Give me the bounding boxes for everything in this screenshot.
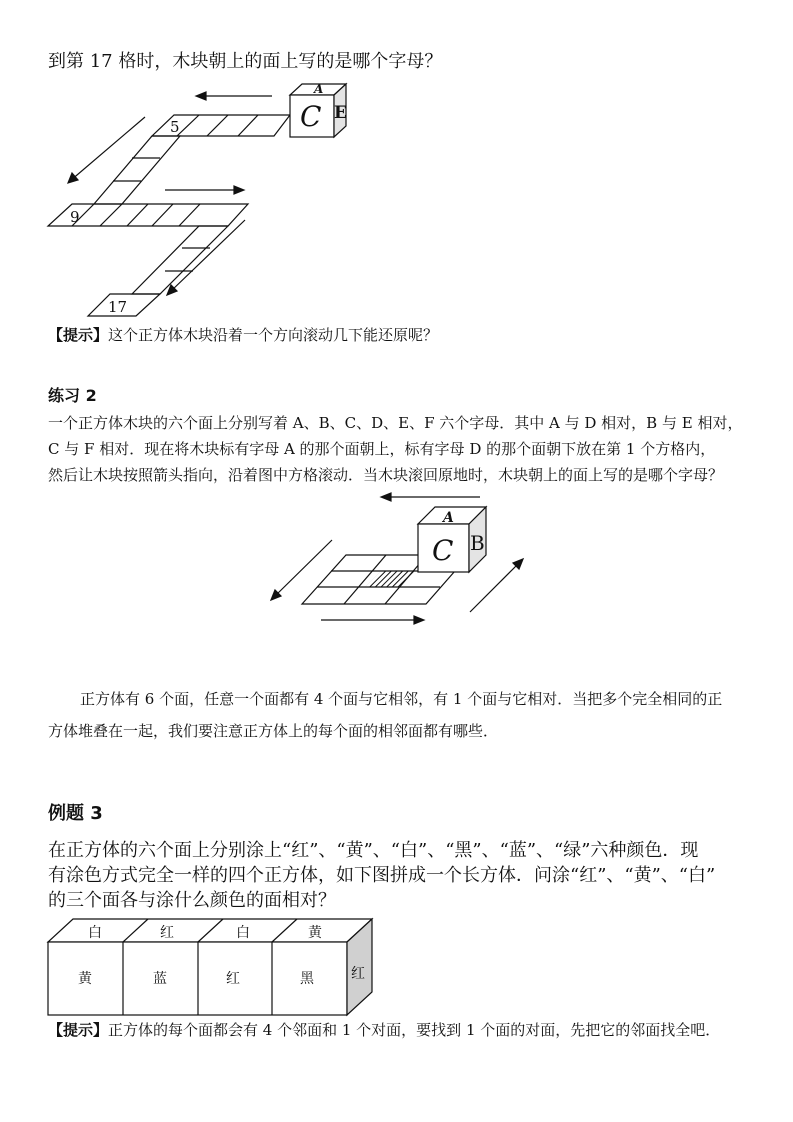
exercise2-line3: 然后让木块按照箭头指向，沿着图中方格滚动．当木块滚回原地时，木块朝上的面上写的是哪个字母？ (48, 466, 724, 484)
example3-front-2: 蓝 (153, 971, 167, 987)
example3-top-1: 白 (88, 925, 102, 941)
note-line1: 正方体有 6 个面，任意一个面都有 4 个面与它相邻，有 1 个面与它相对．当把多个完全相同的正 (80, 690, 723, 708)
example3-top-2: 红 (160, 925, 174, 941)
q1-cell-17: 17 (108, 298, 128, 316)
exercise2-line2: C 与 F 相对．现在将木块标有字母 A 的那个面朝上，标有字母 D 的那个面朝下放在第 1 个方格内， (48, 440, 716, 458)
q1-cube-top-letter: A (314, 82, 324, 96)
example3-line3: 的三个面各与涂什么颜色的面相对？ (48, 890, 336, 911)
exercise2-cube-top-letter: A (443, 510, 454, 526)
q1-question: 到第 17 格时，木块朝上的面上写的是哪个字母？ (48, 51, 443, 72)
note-line2: 方体堆叠在一起，我们要注意正方体上的每个面的相邻面都有哪些． (48, 722, 499, 740)
example3-front-1: 黄 (78, 971, 92, 987)
example3-hint-text: 正方体的每个面都会有 4 个邻面和 1 个对面，要找到 1 个面的对面，先把它的邻面找全吧． (108, 1021, 721, 1039)
example3-hint (48, 1017, 720, 1043)
q1-cell-9: 9 (70, 208, 80, 226)
example3-top-3: 白 (236, 925, 250, 941)
example3-line2: 有涂色方式完全一样的四个正方体，如下图拼成一个长方体．问涂“红”、“黄”、“白” (48, 865, 716, 886)
exercise2-cube-side-letter: B (470, 531, 485, 555)
exercise2-line1: 一个正方体木块的六个面上分别写着 A、B、C、D、E、F 六个字母．其中 A 与 D 相对，B 与 E 相对， (48, 414, 743, 432)
exercise2-title: 练习 2 (48, 386, 97, 405)
example3-front-3: 红 (226, 971, 240, 987)
q1-cell-5: 5 (170, 118, 180, 136)
q1-cube-side-letter: E (334, 103, 347, 123)
q1-hint-text: 这个正方体木块沿着一个方向滚动几下能还原呢？ (108, 326, 439, 344)
q1-cube-front-letter: C (300, 100, 322, 133)
example3-title: 例题 3 (48, 803, 103, 824)
example3-side: 红 (351, 966, 365, 982)
example3-hint-tag: 【提示】 (48, 1021, 109, 1039)
q1-hint-tag: 【提示】 (48, 326, 109, 344)
example3-top-4: 黄 (308, 925, 322, 941)
example3-line1: 在正方体的六个面上分别涂上“红”、“黄”、“白”、“黑”、“蓝”、“绿”六种颜色．现 (48, 840, 699, 861)
exercise2-cube-front-letter: C (432, 534, 454, 567)
example3-front-4: 黑 (300, 971, 314, 987)
